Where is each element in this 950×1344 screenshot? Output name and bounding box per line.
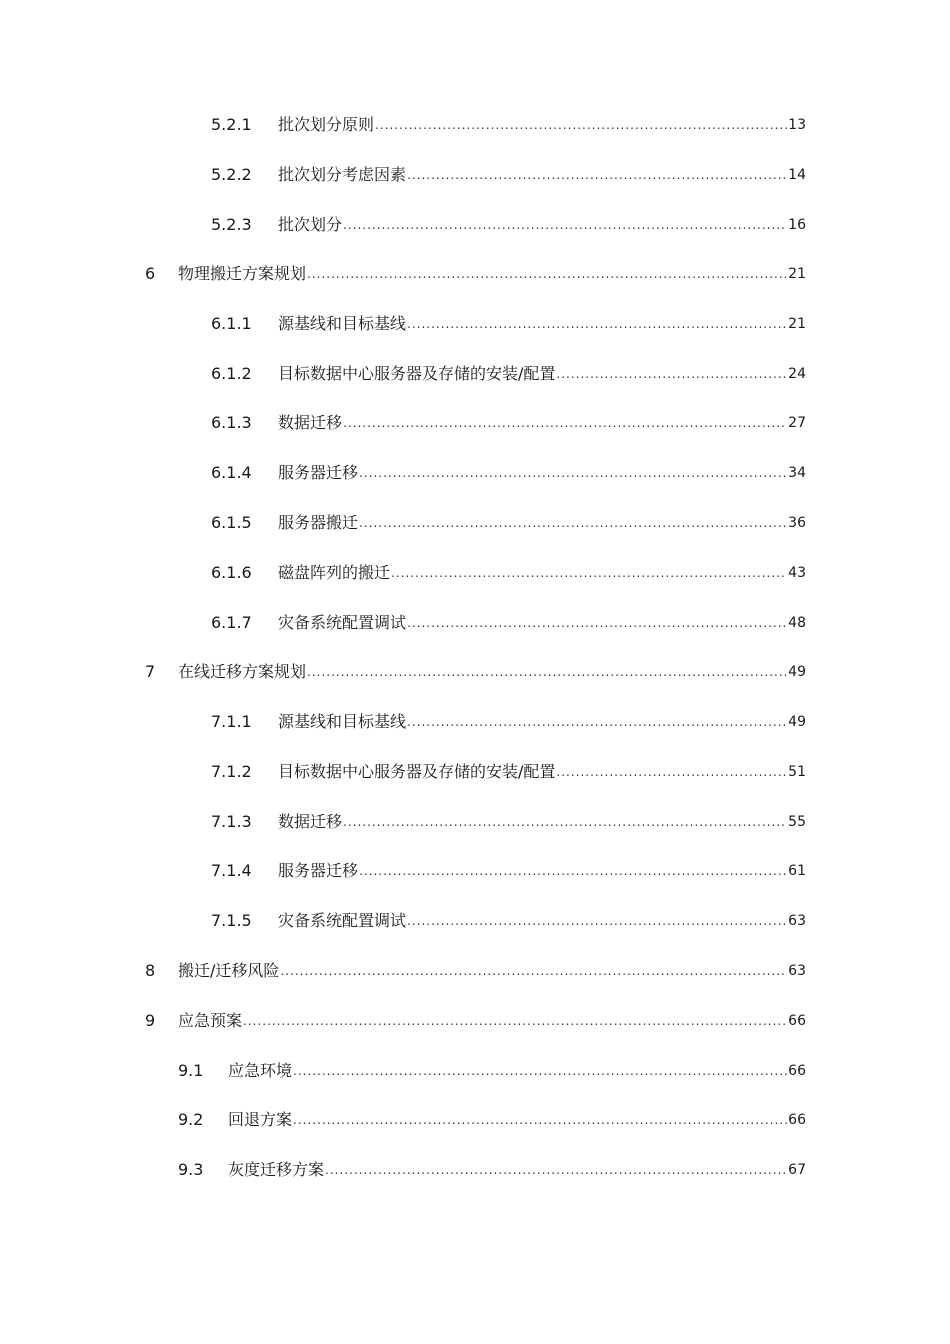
toc-entry-page: 16 — [788, 217, 806, 233]
toc-leader-dots — [556, 762, 787, 782]
toc-entry-page: 27 — [788, 415, 806, 431]
toc-entry-page: 24 — [788, 366, 806, 382]
toc-entry-number: 9 — [145, 1011, 156, 1030]
toc-leader-dots — [556, 364, 787, 384]
toc-leader-dots — [407, 314, 787, 334]
toc-entry-number: 8 — [145, 961, 156, 980]
toc-entry-page: 63 — [788, 963, 806, 979]
toc-entry-page: 55 — [788, 814, 806, 830]
toc-entry-number: 7.1.5 — [211, 911, 252, 930]
toc-entry-number: 9.3 — [178, 1160, 204, 1179]
toc-entry-number: 9.1 — [178, 1061, 204, 1080]
toc-leader-dots — [407, 613, 787, 633]
toc-entry-number: 6.1.5 — [211, 513, 252, 532]
toc-entry-page: 36 — [788, 515, 806, 531]
toc-entry-number: 5.2.3 — [211, 215, 252, 234]
toc-entry-number: 5.2.1 — [211, 115, 252, 134]
toc-entry[interactable] — [211, 702, 806, 732]
toc-leader-dots — [391, 563, 787, 583]
toc-entry-page: 21 — [788, 266, 806, 282]
toc-entry-page: 66 — [788, 1013, 806, 1029]
toc-entry[interactable] — [145, 652, 806, 682]
toc-entry-number: 9.2 — [178, 1110, 204, 1129]
toc-entry-title: 源基线和目标基线 — [278, 314, 407, 333]
toc-entry-title: 目标数据中心服务器及存储的安装/配置 — [278, 364, 556, 383]
toc-entry-number: 7 — [145, 662, 156, 681]
toc-entry-page: 49 — [788, 714, 806, 730]
toc-entry[interactable] — [211, 205, 806, 235]
toc-entry-number: 6.1.3 — [211, 413, 252, 432]
toc-leader-dots — [307, 662, 787, 682]
toc-entry-page: 13 — [788, 117, 806, 133]
toc-entry-title: 服务器迁移 — [278, 861, 359, 880]
toc-entry-title: 应急环境 — [228, 1061, 293, 1080]
toc-entry-number: 6.1.1 — [211, 314, 252, 333]
toc-entry-page: 34 — [788, 465, 806, 481]
toc-entry-title: 批次划分原则 — [278, 115, 375, 134]
toc-entry-number: 5.2.2 — [211, 165, 252, 184]
toc-entry[interactable] — [211, 354, 806, 384]
toc-entry-page: 66 — [788, 1112, 806, 1128]
toc-entry-page: 14 — [788, 167, 806, 183]
toc-entry-page: 21 — [788, 316, 806, 332]
toc-entry[interactable] — [178, 1150, 806, 1180]
toc-entry[interactable] — [211, 503, 806, 533]
toc-entry-number: 6.1.7 — [211, 613, 252, 632]
toc-entry-title: 批次划分 — [278, 215, 343, 234]
toc-entry-title: 批次划分考虑因素 — [278, 165, 407, 184]
toc-entry[interactable] — [145, 1001, 806, 1031]
toc-leader-dots — [343, 413, 787, 433]
toc-leader-dots — [407, 911, 787, 931]
toc-entry-number: 6.1.6 — [211, 563, 252, 582]
toc-entry-title: 回退方案 — [228, 1110, 293, 1129]
toc-entry-number: 6.1.4 — [211, 463, 252, 482]
toc-leader-dots — [243, 1011, 787, 1031]
toc-leader-dots — [407, 712, 787, 732]
toc-leader-dots — [293, 1061, 787, 1081]
toc-entry[interactable] — [211, 155, 806, 185]
toc-entry-title: 应急预案 — [178, 1011, 243, 1030]
toc-entry-page: 63 — [788, 913, 806, 929]
toc-entry-page: 49 — [788, 664, 806, 680]
toc-entry[interactable] — [211, 802, 806, 832]
toc-leader-dots — [307, 264, 787, 284]
toc-entry-number: 7.1.4 — [211, 861, 252, 880]
toc-entry-title: 灾备系统配置调试 — [278, 911, 407, 930]
toc-entry[interactable] — [145, 951, 806, 981]
toc-entry[interactable] — [211, 304, 806, 334]
toc-entry-page: 48 — [788, 615, 806, 631]
toc-entry-title: 磁盘阵列的搬迁 — [278, 563, 391, 582]
toc-leader-dots — [407, 165, 787, 185]
toc-leader-dots — [325, 1160, 787, 1180]
toc-entry-number: 7.1.1 — [211, 712, 252, 731]
toc-entry[interactable] — [211, 453, 806, 483]
toc-leader-dots — [375, 115, 787, 135]
toc-entry-page: 67 — [788, 1162, 806, 1178]
toc-entry-title: 数据迁移 — [278, 413, 343, 432]
toc-entry-title: 搬迁/迁移风险 — [178, 961, 280, 980]
toc-entry[interactable] — [211, 752, 806, 782]
toc-entry-page: 43 — [788, 565, 806, 581]
toc-entry[interactable] — [211, 901, 806, 931]
toc-leader-dots — [343, 812, 787, 832]
toc-leader-dots — [280, 961, 787, 981]
toc-entry-title: 灰度迁移方案 — [228, 1160, 325, 1179]
toc-entry[interactable] — [178, 1051, 806, 1081]
toc-entry[interactable] — [211, 105, 806, 135]
toc-entry-title: 源基线和目标基线 — [278, 712, 407, 731]
toc-entry-page: 66 — [788, 1063, 806, 1079]
toc-entry-title: 服务器迁移 — [278, 463, 359, 482]
toc-leader-dots — [343, 215, 787, 235]
toc-entry-number: 7.1.3 — [211, 812, 252, 831]
toc-entry-page: 61 — [788, 863, 806, 879]
toc-entry-title: 目标数据中心服务器及存储的安装/配置 — [278, 762, 556, 781]
toc-entry[interactable] — [211, 851, 806, 881]
toc-entry-title: 服务器搬迁 — [278, 513, 359, 532]
toc-entry[interactable] — [211, 403, 806, 433]
toc-leader-dots — [293, 1110, 787, 1130]
toc-leader-dots — [359, 463, 787, 483]
toc-entry-page: 51 — [788, 764, 806, 780]
toc-entry[interactable] — [211, 603, 806, 633]
toc-entry[interactable] — [211, 553, 806, 583]
toc-entry-title: 物理搬迁方案规划 — [178, 264, 307, 283]
toc-entry-title: 灾备系统配置调试 — [278, 613, 407, 632]
toc-entry[interactable] — [145, 254, 806, 284]
toc-leader-dots — [359, 861, 787, 881]
toc-entry-number: 6.1.2 — [211, 364, 252, 383]
toc-entry-title: 在线迁移方案规划 — [178, 662, 307, 681]
toc-entry-title: 数据迁移 — [278, 812, 343, 831]
toc-entry-number: 6 — [145, 264, 156, 283]
toc-entry-number: 7.1.2 — [211, 762, 252, 781]
toc-leader-dots — [359, 513, 787, 533]
toc-entry[interactable] — [178, 1100, 806, 1130]
